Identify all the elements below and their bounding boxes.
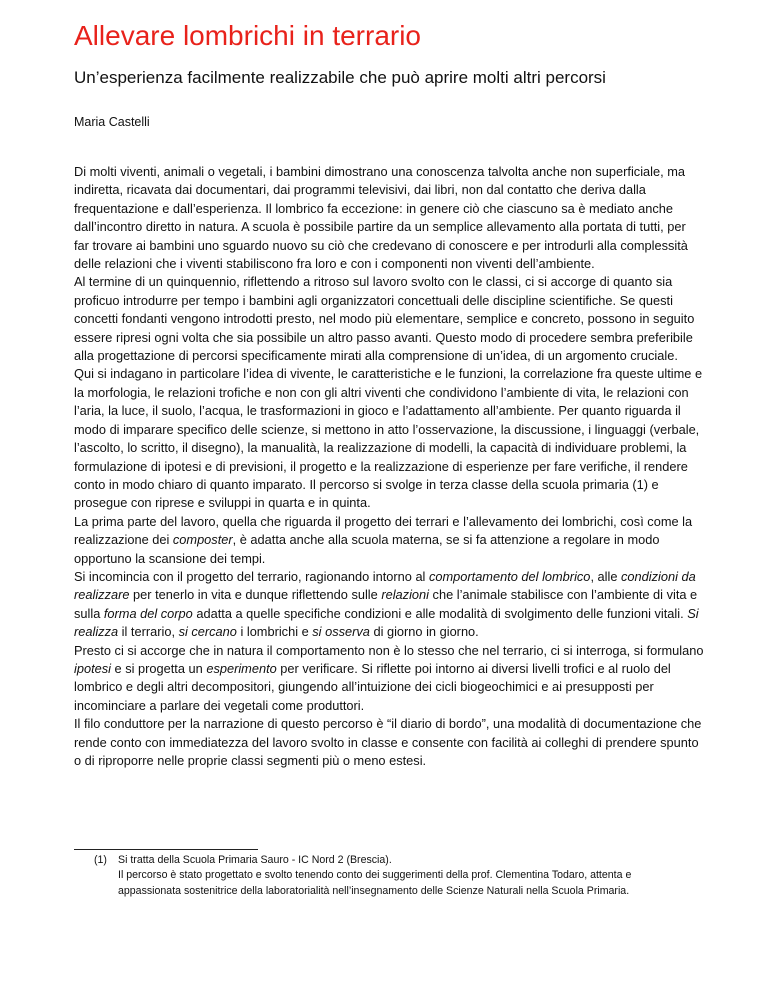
paragraph-4: [74, 513, 704, 568]
emphasis-text: ipotesi: [74, 660, 111, 676]
footnote-marker: (1): [94, 854, 107, 866]
document-title: Allevare lombrichi in terrario: [74, 20, 422, 51]
paragraph-5: [74, 568, 704, 642]
emphasis-text: esperimento: [206, 660, 277, 676]
paragraph-5-text: adatta a quelle specifiche condizioni e alle modalità di svolgimento delle funzioni vitali.: [192, 605, 688, 621]
footnote-separator: [74, 849, 258, 850]
footnote-1: [94, 853, 694, 868]
footnotes: [94, 853, 694, 899]
paragraph-5-text: i lombrichi e: [236, 624, 313, 640]
paragraph-6-text: per verificare. Si riflette poi intorno ai diversi livelli trofici e al ruolo del lombrico e degli altri decompositori, giungendo all’intuizione dei cicli biogeochimici e ai presupposti per incominciare a parlare dei vegetali come produttori.: [74, 660, 671, 713]
article-body: [74, 163, 704, 770]
paragraph-6-text: Presto ci si accorge che in natura il comportamento non è lo stesso che nel terrario, ci si interroga, si formulano: [74, 642, 704, 658]
paragraph-5-text: il terrario,: [118, 624, 179, 640]
paragraph-5-text: di giorno in giorno.: [369, 624, 479, 640]
emphasis-text: condizioni da realizzare: [74, 568, 696, 603]
document-subtitle: Un’esperienza facilmente realizzabile che può aprire molti altri percorsi: [74, 68, 606, 87]
emphasis-text: relazioni: [381, 587, 429, 603]
paragraph-3: Qui si indagano in particolare l’idea di vivente, le caratteristiche e le funzioni, la correlazione fra queste ultime e la morfologia, le relazioni trofiche e non con gli altri viventi che condividono l’ambiente di vita, le relazioni con l’aria, la luce, il suolo, l’acqua, le trasformazioni in gioco e l’adattamento all’ambiente. Per quanto riguarda il modo di imparare specifico delle scienze, si mettono in atto l’osservazione, la discussione, i linguaggi (verbale, l’ascolto, lo scritto, il disegno), la manualità, la realizzazione di modelli, la capacità di individuare problemi, la formulazione di ipotesi e di previsioni, il progetto e la realizzazione di esperienze per fare verifiche, il rendere conto in modo chiaro di quanto imparato. Il percorso si svolge in terza classe della scuola primaria (1) e prosegue con riprese e sviluppi in quarta e in quinta.: [74, 366, 703, 511]
paragraph-5-text: Si incomincia con il progetto del terrario, ragionando intorno al: [74, 568, 429, 584]
footnote-1-continuation: Il percorso è stato progettato e svolto tenendo conto dei suggerimenti della prof. Clementina Todaro, attenta e appassionata sostenitrice della laboratorialità nell’insegnamento delle Scienze Naturali nella Scuola Primaria.: [118, 869, 632, 897]
paragraph-1: Di molti viventi, animali o vegetali, i bambini dimostrano una conoscenza talvolta anche non superficiale, ma indiretta, ricavata dai documentari, dai programmi televisivi, dai libri, non dal contatto che deriva dalla frequentazione e dall’esperienza. Il lombrico fa eccezione: in genere ciò che ciascuno sa è mediato anche dall’incontro diretto in natura. A scuola è possibile partire da un semplice allevamento alla portata di tutti, per far trovare ai bambini uno sguardo nuovo su ciò che credevano di conoscere e per introdurli alla complessità delle relazioni che i viventi stabiliscono fra loro e con i componenti non viventi dell’ambiente.: [74, 164, 688, 272]
emphasis-text: comportamento del lombrico: [428, 568, 591, 584]
paragraph-6: [74, 642, 704, 716]
emphasis-text: si cercano: [178, 624, 237, 640]
paragraph-6-text: e si progetta un: [111, 660, 207, 676]
author-name: Maria Castelli: [74, 115, 150, 129]
paragraph-7: Il filo conduttore per la narrazione di questo percorso è “il diario di bordo”, una modalità di documentazione che rende conto con immediatezza del lavoro svolto in classe e consente con facilità ai colleghi di prendere spunto o di riproporre nelle proprie classi segmenti più o meno estesi.: [74, 716, 702, 768]
emphasis-text: forma del corpo: [103, 605, 193, 621]
emphasis-text: Si realizza: [74, 605, 699, 640]
emphasis-text: si osserva: [312, 624, 370, 640]
paragraph-5-text: , alle: [590, 568, 622, 584]
paragraph-2: Al termine di un quinquennio, riflettendo a ritroso sul lavoro svolto con le classi, ci si accorge di quanto sia proficuo introdurre per tempo i bambini agli organizzatori concettuali delle discipline scientifiche. Se questi concetti fondanti vengono introdotti presto, nel modo più elementare, semplice e concreto, possono in seguito essere ripresi ogni volta che sia possibile un altro passo avanti. Questo modo di procedere sembra preferibile alla progettazione di percorsi specificamente mirati alla comprensione di un’idea, di un argomento cruciale.: [74, 274, 695, 364]
paragraph-4-text: La prima parte del lavoro, quella che riguarda il progetto dei terrari e l’allevamento dei lombrichi, così come la realizzazione dei: [74, 513, 693, 548]
paragraph-5-text: che l’animale stabilisce con l’ambiente di vita e sulla: [74, 587, 698, 621]
paragraph-5-text: per tenerlo in vita e dunque riflettendo sulle: [129, 587, 382, 603]
footnote-1-text: Si tratta della Scuola Primaria Sauro - IC Nord 2 (Brescia).: [118, 854, 392, 866]
emphasis-composter: composter: [172, 532, 233, 548]
paragraph-4-text: , è adatta anche alla scuola materna, se si fa attenzione a regolare in modo opportuno la scansione dei tempi.: [74, 532, 660, 566]
